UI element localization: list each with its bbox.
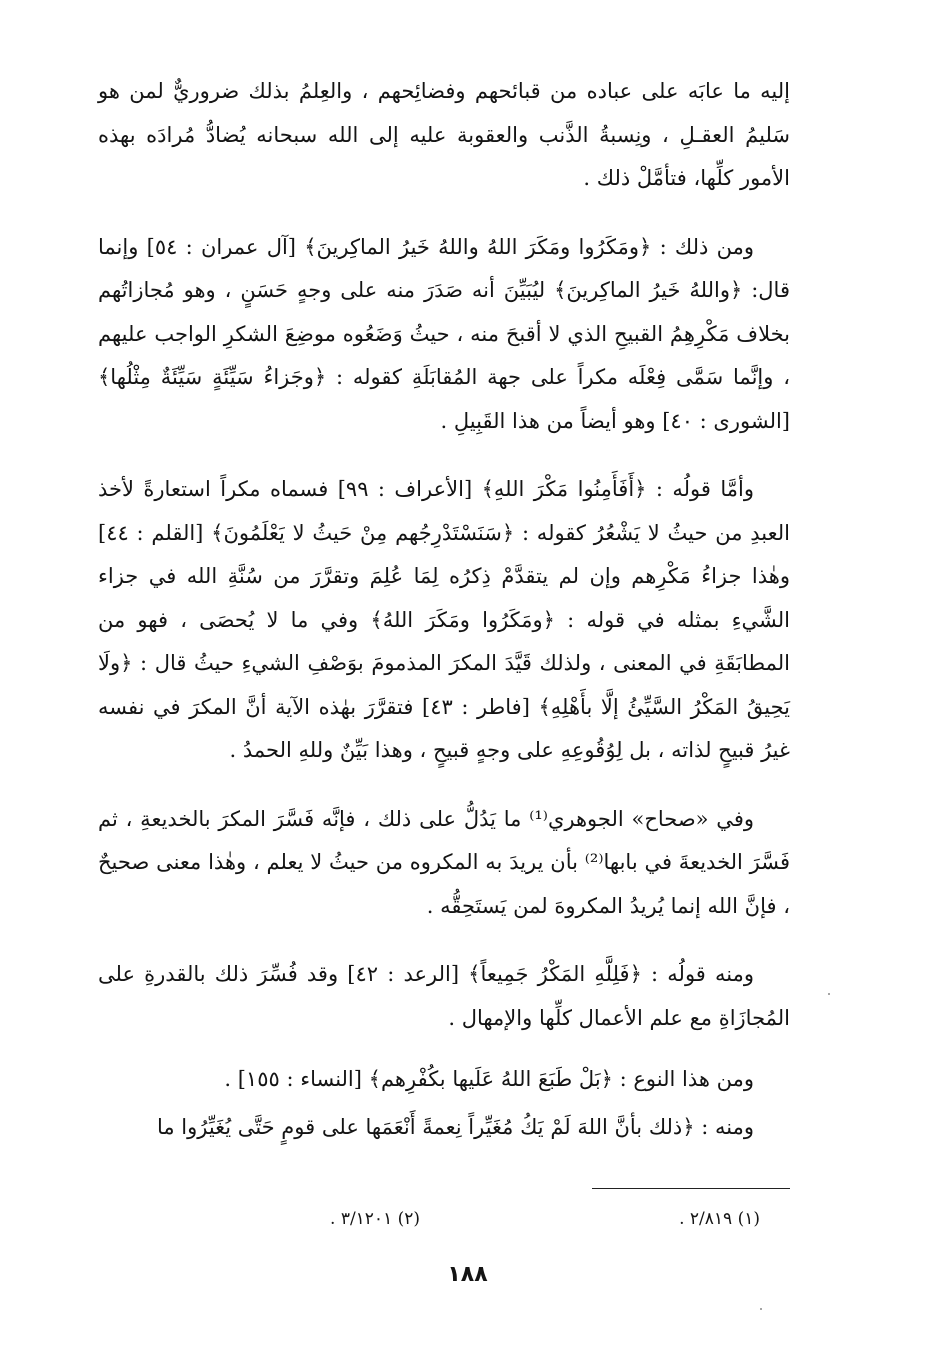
paragraph-7: ومنه : ﴿ذلك بأنَّ اللهَ لَمْ يَكُ مُغَيِّراً نِعمةً أَنْعَمَها على قومٍ حَتَّى يُغَيِّرُوا ما <box>156 1114 754 1139</box>
footnotes <box>330 1204 760 1234</box>
paragraph-4: وفي «صحاح» الجوهري⁽¹⁾ ما يَدُلُّ على ذلك ، فإنَّه فَسَّرَ المكرَ بالخديعةِ ، ثم فَسَّرَ الخديعةَ في بابها⁽²⁾ بأن يريدَ به المكروه من حيثُ لا يعلم ، وهٰذا معنى صحيحٌ ، فإنَّ الله إنما يُريدُ المكروهَ لمن يَستَحِقُّه . <box>98 806 791 918</box>
paragraph-2: ومن ذلك : ﴿ومَكَرُوا ومَكَرَ اللهُ واللهُ خَيرُ الماكِرينَ﴾ [آل عمران : ٥٤] وإنما قال: ﴿واللهُ خَيرُ الماكِرينَ﴾ ليُبَيِّنَ أنه صَدَرَ منه على وجهٍ حَسَنٍ ، وهو مُجازاتُهم بخلاف مَكْرِهِمُ القبيحِ الذي لا أقبحَ منه ، حيثُ وَضَعُوه موضِعَ الشكرِ الواجب عليهم ، وإنَّما سَمَّى فِعْلَه مكراً على جهة المُقابَلَةِ كقوله : ﴿وجَزاءُ سَيِّئَةٍ سَيِّئَةٌ مِثْلُها﴾ [الشورى : ٤٠] وهو أيضاً من هذا القَبِيلِ . <box>98 234 790 433</box>
paragraph-1: إليه ما عابَه على عباده من قبائحهم وفضائِحهم ، والعِلمُ بذلك ضروريٌّ لمن هو سَليمُ العقـلِ ، ونِسبةُ الذَّنب والعقوبة عليه إلى الله سبحانه يُضادُّ مُرادَه بهذه الأمور كلِّها، فتأمَّلْ ذلك . <box>98 79 791 190</box>
footnote-separator <box>592 1188 790 1189</box>
paragraph-6: ومن هذا النوع : ﴿بَلْ طَبَعَ اللهُ عَلَيها بكُفْرِهم﴾ [النساء : ١٥٥] . <box>224 1067 754 1091</box>
footnote-2: (٢) ٣/١٢٠١ . <box>330 1209 421 1229</box>
page-number: ١٨٨ <box>447 1262 488 1287</box>
footnote-1: (١) ٢/٨١٩ . <box>679 1209 760 1229</box>
scan-speck <box>828 993 830 995</box>
paragraph-3: وأمَّا قولُه : ﴿أَفَأَمِنُوا مَكْرَ اللهِ﴾ [الأعراف : ٩٩] فسماه مكراً استعارةً لأخذ العبدِ من حيثُ لا يَشْعُرُ كقوله : ﴿سَنَسْتَدْرِجُهم مِنْ حَيثُ لا يَعْلَمُونَ﴾ [القلم : ٤٤] وهٰذا جزاءُ مَكْرِهم وإن لم يتقدَّمْ ذِكرُه لِمَا عُلِمَ وتقرَّرَ من سُنَّةِ الله في جزاء الشَّيءِ بمثله في قوله : ﴿ومَكَرُوا ومَكَرَ اللهُ﴾ وفي ما لا يُحصَى ، فهو من المطابَقَةِ في المعنى ، ولذلك قَيَّدَ المكرَ المذمومَ بوَصْفِ الشيءِ حيثُ قال : ﴿ولَا يَحِيقُ المَكْرُ السَّيِّئُ إلَّا بأَهْلِهِ﴾ [فاطر : ٤٣] فتقرَّرَ بهٰذه الآية أنَّ المكرَ في نفسه غيرُ قبيحٍ لذاته ، بل لِوُقُوعِهِ على وجهٍ قبيحٍ ، وهذا بَيِّنٌ وللهِ الحمدُ . <box>98 477 790 762</box>
scan-speck <box>760 1308 762 1310</box>
page-body <box>98 70 790 1149</box>
paragraph-5: ومنه قولُه : ﴿فَلِلَّهِ المَكْرُ جَمِيعاً﴾ [الرعد : ٤٢] وقد فُسِّرَ ذلك بالقدرةِ على المُجازَاةِ مع علم الأعمال كلِّها والإمهال . <box>98 962 790 1030</box>
